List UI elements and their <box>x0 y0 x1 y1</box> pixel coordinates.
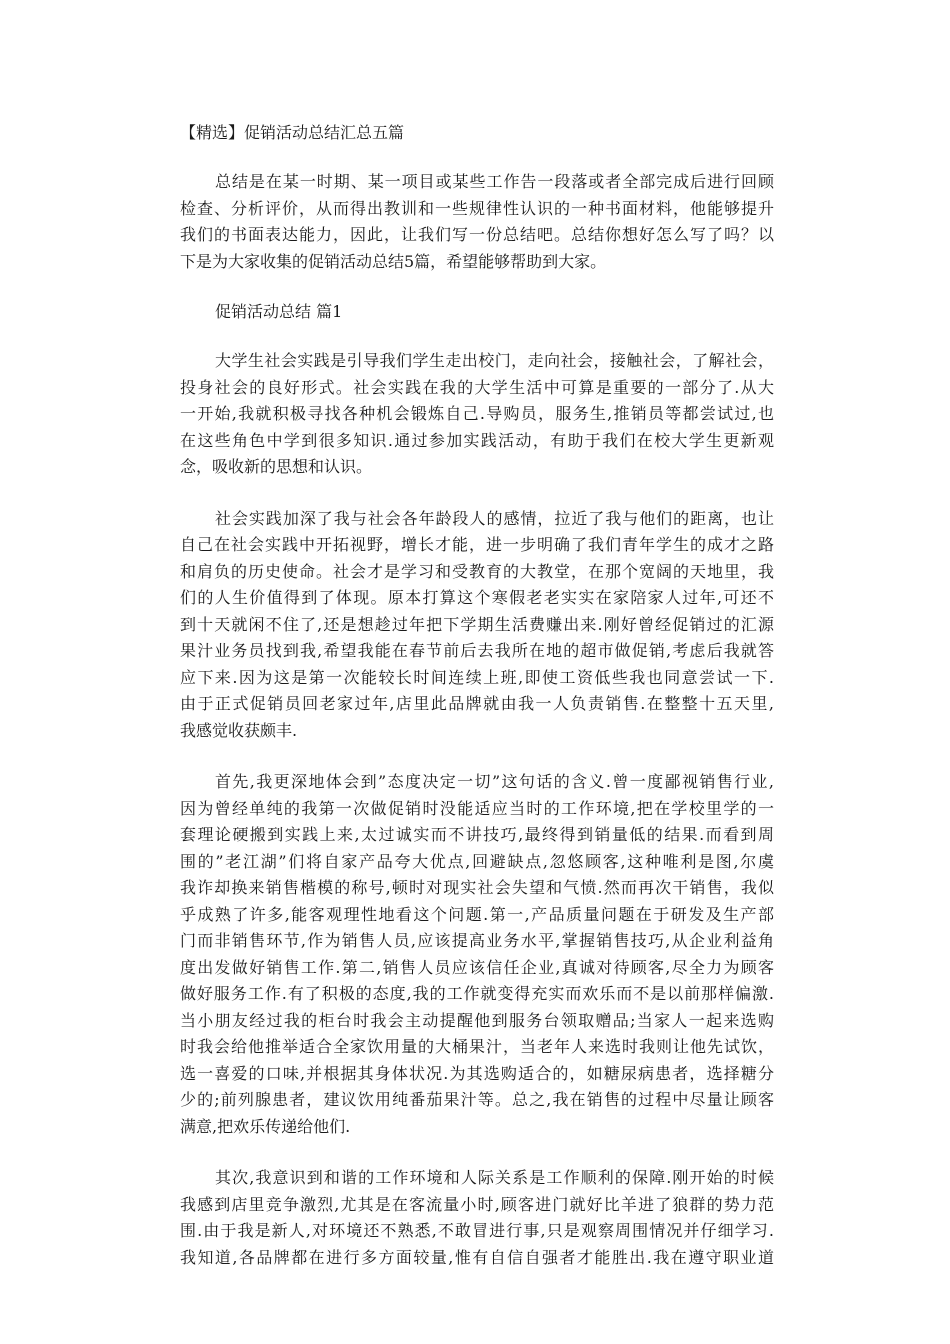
text-line: 门而非销售环节,作为销售人员,应该提高业务水平,掌握销售技巧,从企业利益角 <box>180 931 774 950</box>
paragraph <box>180 506 774 745</box>
text-line: 在这些角色中学到很多知识.通过参加实践活动，有助于我们在校大学生更新观 <box>180 430 774 450</box>
section-heading: 促销活动总结 篇1 <box>215 302 343 321</box>
text-line: 下是为大家收集的促销活动总结5篇，希望能够帮助到大家。 <box>180 251 607 271</box>
text-line: 由于正式促销员回老家过年,店里此品牌就由我一人负责销售.在整整十五天里, <box>180 694 774 713</box>
text-line: 我感到店里竞争激烈,尤其是在客流量小时,顾客进门就好比羊进了狼群的势力范 <box>180 1194 774 1214</box>
text-line: 当小朋友经过我的柜台时我会主动提醒他到服务台领取赠品;当家人一起来选购 <box>180 1010 774 1030</box>
article-body <box>180 348 774 1296</box>
paragraph <box>180 348 774 481</box>
paragraph <box>180 1165 774 1271</box>
text-line: 一开始,我就积极寻找各种机会锻炼自己.导购员，服务生,推销员等都尝试过,也 <box>180 404 774 423</box>
text-line: 选一喜爱的口味,并根据其身体状况.为其选购适合的，如糖尿病患者，选择糖分 <box>180 1063 774 1083</box>
document-title: 【精选】促销活动总结汇总五篇 <box>180 123 405 142</box>
paragraph <box>180 769 774 1140</box>
text-line: 大学生社会实践是引导我们学生走出校门，走向社会，接触社会，了解社会， <box>215 351 774 370</box>
text-line: 围.由于我是新人,对环境还不熟悉,不敢冒进行事,只是观察周围情况并仔细学习. <box>180 1221 774 1240</box>
text-line: 少的;前列腺患者，建议饮用纯番茄果汁等。总之,我在销售的过程中尽量让顾客 <box>180 1090 774 1109</box>
text-line: 到十天就闲不住了,还是想趁过年把下学期生活费赚出来.刚好曾经促销过的汇源 <box>180 614 774 634</box>
text-line: 念，吸收新的思想和认识。 <box>180 457 373 476</box>
text-line: 总结是在某一时期、某一项目或某些工作告一段落或者全部完成后进行回顾 <box>215 172 774 191</box>
text-line: 们的人生价值得到了体现。原本打算这个寒假老老实实在家陪家人过年,可还不 <box>180 588 774 607</box>
text-line: 我感觉收获颇丰. <box>180 720 298 740</box>
text-line: 围的”老江湖”们将自家产品夸大优点,回避缺点,忽悠顾客,这种唯利是图,尔虞 <box>180 851 774 871</box>
text-line: 乎成熟了许多,能客观理性地看这个问题.第一,产品质量问题在于研发及生产部 <box>180 904 774 924</box>
text-line: 因为曾经单纯的我第一次做促销时没能适应当时的工作环境,把在学校里学的一 <box>180 798 774 818</box>
intro-paragraph <box>180 169 774 275</box>
text-line: 时我会给他推举适合全家饮用量的大桶果汁，当老年人来选时我则让他先试饮， <box>180 1037 774 1056</box>
text-line: 我诈却换来销售楷模的称号,顿时对现实社会失望和气愤.然而再次干销售，我似 <box>180 878 774 897</box>
text-line: 果汁业务员找到我,希望我能在春节前后去我所在地的超市做促销,考虑后我就答 <box>180 641 774 660</box>
text-line: 其次,我意识到和谐的工作环境和人际关系是工作顺利的保障.刚开始的时候 <box>215 1168 774 1187</box>
text-line: 套理论硬搬到实践上来,太过诚实而不讲技巧,最终得到销量低的结果.而看到周 <box>180 825 774 844</box>
text-line: 社会实践加深了我与社会各年龄段人的感情，拉近了我与他们的距离，也让 <box>215 508 774 528</box>
text-line: 投身社会的良好形式。社会实践在我的大学生活中可算是重要的一部分了.从大 <box>180 377 774 397</box>
text-line: 应下来.因为这是第一次能较长时间连续上班,即使工资低些我也同意尝试一下. <box>180 667 774 687</box>
text-line: 自己在社会实践中开拓视野，增长才能，进一步明确了我们青年学生的成才之路 <box>180 535 774 554</box>
text-line: 度出发做好销售工作.第二,销售人员应该信任企业,真诚对待顾客,尽全力为顾客 <box>180 957 774 977</box>
text-line: 我们的书面表达能力，因此，让我们写一份总结吧。总结你想好怎么写了吗？以 <box>180 225 774 244</box>
text-line: 检查、分析评价，从而得出教训和一些规律性认识的一种书面材料，他能够提升 <box>180 198 774 218</box>
text-line: 和肩负的历史使命。社会才是学习和受教育的大教堂，在那个宽阔的天地里，我 <box>180 561 774 581</box>
text-line: 我知道,各品牌都在进行多方面较量,惟有自信自强者才能胜出.我在遵守职业道 <box>180 1247 774 1267</box>
text-line: 满意,把欢乐传递给他们. <box>180 1116 351 1136</box>
text-line: 首先,我更深地体会到”态度决定一切”这句话的含义.曾一度鄙视销售行业, <box>215 772 774 791</box>
text-line: 做好服务工作.有了积极的态度,我的工作就变得充实而欢乐而不是以前那样偏激. <box>180 984 774 1003</box>
